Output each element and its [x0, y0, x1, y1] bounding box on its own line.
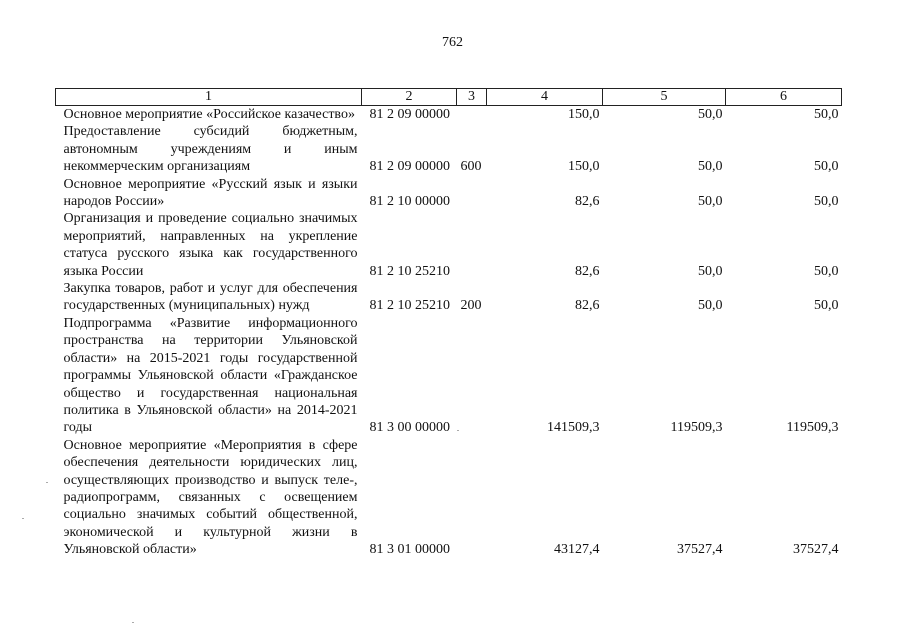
table-row	[56, 280, 842, 315]
table-row	[56, 123, 842, 175]
row-value-col4: 43127,4	[554, 542, 600, 558]
header-col-1: 1	[56, 89, 362, 106]
row-expense-type	[457, 315, 487, 437]
row-code: 81 2 10 00000	[369, 194, 450, 210]
page-number: 762	[442, 35, 463, 50]
row-value-col6: 50,0	[814, 159, 839, 175]
row-name: Организация и проведение социально значимых мероприятий, направленных на укрепление статуса русского языка как государственного языка России	[63, 211, 358, 279]
header-col-6: 6	[726, 89, 842, 106]
header-col-5: 5	[603, 89, 726, 106]
row-name: Основное мероприятие «Русский язык и языки народов России»	[63, 176, 358, 210]
row-name: Подпрограмма «Развитие информационного пространства на территории Ульяновской области» на 2015-2021 годы государственной программы Ульяновской области «Гражданское общество и государственная национальная политика в Ульяновской области» на 2014-2021 годы	[63, 315, 358, 436]
row-name: Закупка товаров, работ и услуг для обеспечения государственных (муниципальных) нужд	[63, 281, 358, 314]
row-expense-type	[457, 176, 487, 211]
row-code: 81 3 01 00000	[369, 542, 450, 558]
row-name: Основное мероприятие «Российское казачество»	[63, 107, 355, 122]
table-row	[56, 176, 842, 211]
row-value-col5: 119509,3	[670, 420, 723, 436]
row-expense-type	[457, 437, 487, 559]
header-row	[56, 89, 842, 106]
table-row	[56, 437, 842, 559]
row-value-col5: 37527,4	[677, 542, 723, 558]
scan-speck	[457, 430, 459, 431]
header-col-2: 2	[362, 89, 457, 106]
row-value-col4: 82,6	[575, 194, 600, 210]
scan-speck	[132, 622, 134, 623]
row-value-col6: 119509,3	[786, 420, 839, 436]
scan-speck	[46, 482, 48, 483]
row-code: 81 2 10 25210	[369, 298, 450, 314]
row-value-col4: 150,0	[568, 107, 600, 122]
row-expense-type	[457, 106, 487, 124]
row-value-col4: 141509,3	[547, 420, 600, 436]
row-value-col5: 50,0	[698, 263, 723, 279]
row-value-col6: 50,0	[814, 263, 839, 279]
row-value-col5: 50,0	[698, 159, 723, 175]
table-row	[56, 315, 842, 437]
row-name: Основное мероприятие «Мероприятия в сфере обеспечения деятельности юридических лиц, осуществляющих производство и выпуск теле-, радиопрограмм, связанных с освещением социально значимых событий общественной, экономической и культурной жизни в Ульяновской области»	[63, 437, 358, 558]
row-value-col6: 50,0	[814, 194, 839, 210]
row-value-col4: 82,6	[575, 298, 600, 314]
row-value-col6: 50,0	[814, 298, 839, 314]
row-value-col5: 50,0	[698, 107, 723, 122]
header-col-4: 4	[487, 89, 603, 106]
row-value-col6: 50,0	[814, 107, 839, 122]
row-code: 81 2 09 00000	[369, 107, 450, 122]
row-expense-type	[457, 210, 487, 280]
row-expense-type: 600	[460, 159, 482, 175]
row-name: Предоставление субсидий бюджетным, автономным учреждениям и иным некоммерческим организациям	[63, 124, 358, 175]
table-row	[56, 106, 842, 124]
row-value-col4: 82,6	[575, 263, 600, 279]
table-row	[56, 210, 842, 280]
row-code: 81 3 00 00000	[369, 420, 450, 436]
row-value-col4: 150,0	[568, 159, 600, 175]
row-code: 81 2 09 00000	[369, 159, 450, 175]
scan-speck	[22, 518, 24, 519]
row-value-col5: 50,0	[698, 298, 723, 314]
row-code: 81 2 10 25210	[369, 263, 450, 279]
row-value-col5: 50,0	[698, 194, 723, 210]
header-col-3: 3	[457, 89, 487, 106]
row-expense-type: 200	[460, 298, 482, 314]
row-value-col6: 37527,4	[793, 542, 839, 558]
budget-table	[55, 88, 842, 559]
